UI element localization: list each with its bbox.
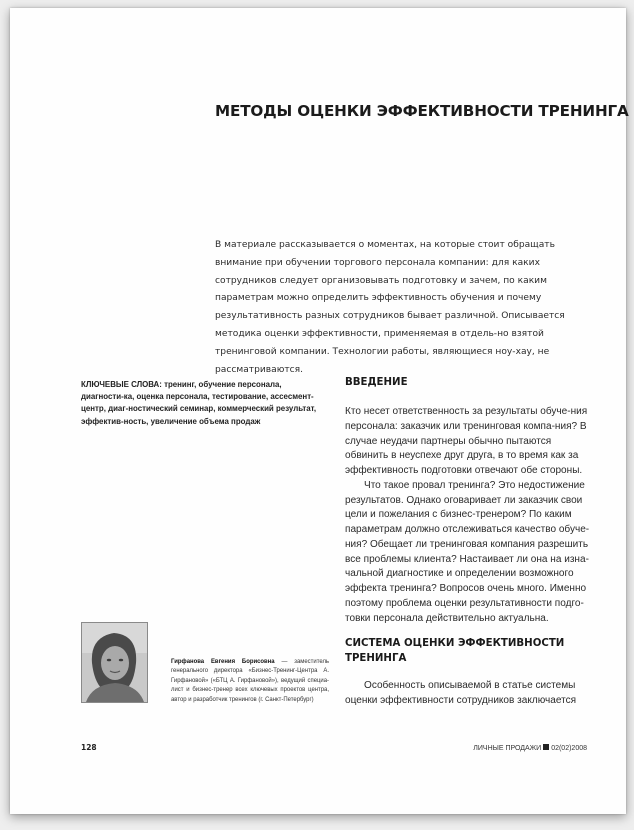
keywords-text: тренинг, обучение персонала, диагности-ка, оценка персонала, тестирование, ассесмент-центр, диаг-ностический семинар, коммерческий результат, эффектив-ность, увеличение объема продаж [81,380,317,426]
author-description: — заместитель генерального директора «Бизнес-Тренинг-Центра А. Гирфановой» («БТЦ А. Гирфановой»), ведущий специа-лист и бизнес-тренер всех ключевых проектов центра, автор и разработчик тренингов (г. Санкт-Петербург) [171,659,330,703]
keywords-block [81,379,325,428]
intro-paragraph-1: Кто несет ответственность за результаты обуче-ния персонала: заказчик или тренинговая компа-ния? В случае неудачи партнеры обычно пытаются обвинить в неуспехе друг друга, в то время как за эффективность подготовки отвечают обе стороны. [345,406,588,476]
author-bio [171,658,329,705]
author-portrait-image [82,623,147,702]
article-title: МЕТОДЫ ОЦЕНКИ ЭФФЕКТИВНОСТИ ТРЕНИНГА [215,102,629,120]
magazine-name: ЛИЧНЫЕ ПРОДАЖИ [473,745,542,752]
section-intro-body [345,405,595,626]
author-name: Гирфанова Евгения Борисовна [171,659,275,665]
section-heading-system: СИСТЕМА ОЦЕНКИ ЭФФЕКТИВНОСТИ ТРЕНИНГА [345,638,565,664]
issue-number: 02(02)2008 [551,745,587,752]
article-lead: В материале рассказывается о моментах, на которые стоит обращать внимание при обучении торгового персонала компании: для каких сотрудников следует организовывать подготовку и зачем, по каким параметрам можно определить эффективность обучения и почему результативность разных сотрудников бывает различной. Описывается методика оценки эффективности, применяемая в отдель-но взятой тренинговой компании. Технологии работы, являющиеся ноу-хау, не рассматриваются. [215,240,565,375]
system-paragraph-1: Особенность описываемой в статье системы оценки эффективности сотрудников заключается [345,680,577,706]
page-number: 128 [81,743,97,752]
section-heading-intro: ВВЕДЕНИЕ [345,377,408,388]
keywords-label: КЛЮЧЕВЫЕ СЛОВА: [81,380,162,389]
square-bullet-icon [543,744,549,750]
author-photo [81,622,148,703]
magazine-page [10,8,629,814]
page-footer [473,744,587,752]
intro-paragraph-2: Что такое провал тренинга? Это недостижение результатов. Однако оговаривает ли заказчик свои цели и пожелания с бизнес-тренером? По каким параметрам должно отслеживаться качество обуче-ния? Обещает ли тренинговая компания разрешить все проблемы клиента? Настаивает ли она на изна-чальной диагностике и определении возможного эффекта тренинга? Вопросов очень много. Именно поэтому проблема оценки результативности подго-товки персонала действительно актуальна. [345,479,590,624]
